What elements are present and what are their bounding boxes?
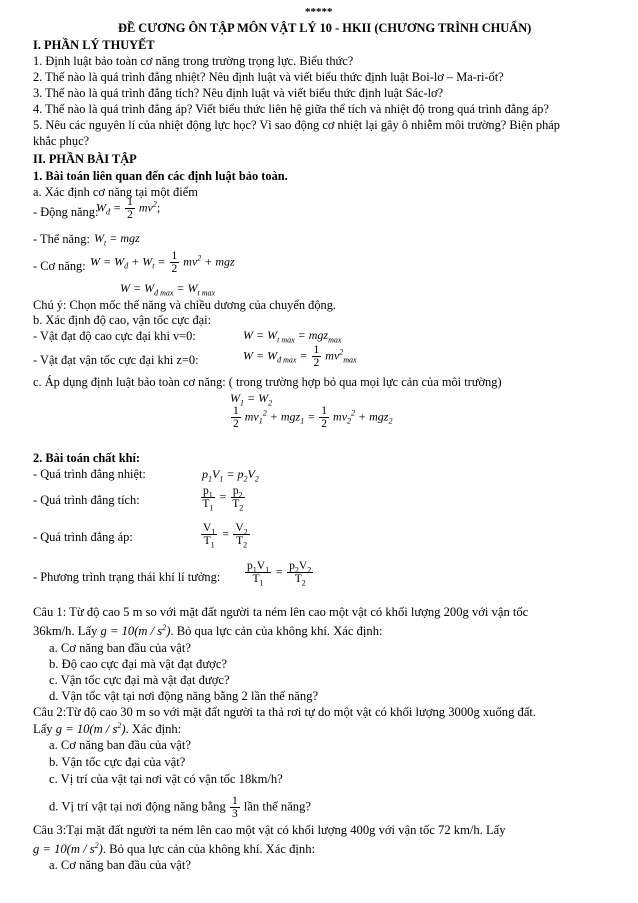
formula-isobaric: $\frac{V_1}{T_1}$ = $\frac{V_2}{T_2}$ — [203, 522, 248, 550]
label-max-velocity: - Vật đạt vận tốc cực đại khi z=0: — [33, 353, 199, 367]
label-mechanical: - Cơ năng: — [33, 259, 86, 273]
question-1-line-1: Câu 1: Từ độ cao 5 m so với mặt đất người ta ném lên cao một vật có khối lượng 200g với vận tốc — [33, 605, 529, 619]
question-3-line-1: Câu 3:Tại mặt đất người ta ném lên cao một vật có khối lượng 400g với vận tốc 72 km/h. Lấy — [33, 823, 506, 837]
subtopic-a: a. Xác định cơ năng tại một điểm — [33, 185, 198, 199]
formula-max-height: $W = W_{t max} = mgz_{max}$ — [243, 328, 342, 345]
label-ideal-gas: - Phương trình trạng thái khí lí tưởng: — [33, 570, 221, 584]
theory-question-2: 2. Thế nào là quá trình đẳng nhiệt? Nêu định luật và viết biểu thức định luật Boi-lơ – Ma-ri-ốt? — [33, 70, 504, 84]
label-isochoric: - Quá trình đẳng tích: — [33, 493, 140, 507]
formula-isothermal: $p_1V_1 = p_2V_2$ — [202, 467, 259, 484]
label-kinetic: - Động năng: — [33, 205, 99, 219]
question-2-option-d: d. Vị trí vật tại nơi động năng bằng $\frac{1}{3}$ lần thế năng? — [49, 795, 311, 820]
question-1-option-c: c. Vận tốc cực đại mà vật đạt được? — [49, 673, 230, 687]
question-3-line-2: $g = 10(m / s^2)$. Bỏ qua lực cản của không khí. Xác định: — [33, 840, 315, 856]
theory-question-4: 4. Thế nào là quá trình đẳng áp? Viết biểu thức liên hệ giữa thể tích và nhiệt độ trong quá trình đẳng áp? — [33, 102, 549, 116]
question-2-option-a: a. Cơ năng ban đầu của vật? — [49, 738, 191, 752]
question-2-option-c: c. Vị trí của vật tại nơi vật có vận tốc 18km/h? — [49, 772, 283, 786]
label-isothermal: - Quá trình đẳng nhiệt: — [33, 467, 146, 481]
question-3-option-a: a. Cơ năng ban đầu của vật? — [49, 858, 191, 872]
subtopic-b: b. Xác định độ cao, vận tốc cực đại: — [33, 313, 212, 327]
question-2-line-1: Câu 2:Từ độ cao 30 m so với mặt đất người ta thả rơi tự do một vật có khối lượng 3000g xuống đất. — [33, 705, 537, 719]
question-1-option-d: d. Vận tốc vật tại nơi động năng bằng 2 lần thế năng? — [49, 689, 319, 703]
formula-potential-energy: $W_t$ = mgz — [94, 231, 140, 248]
exercise-topic-2: 2. Bài toán chất khí: — [33, 451, 141, 465]
formula-ideal-gas: $\frac{p_1V_1}{T_1}$ = $\frac{p_2V_2}{T_2}$ — [247, 560, 312, 588]
formula-conservation-2: $\frac{1}{2}$ $mv_1^2 + mgz_1$ = $\frac{1}{2}$ $mv_2^2 + mgz_2$ — [233, 405, 393, 430]
formula-kinetic-energy: $W_đ$ = $\frac{1}{2}$ $mv^2$; — [96, 196, 161, 221]
note-reference: Chú ý: Chọn mốc thế năng và chiều dương của chuyển động. — [33, 298, 337, 312]
question-1-option-b: b. Độ cao cực đại mà vật đạt được? — [49, 657, 228, 671]
exercise-topic-1: 1. Bài toán liên quan đến các định luật bảo toàn. — [33, 169, 288, 183]
formula-conservation-1: $W_1 = W_2$ — [230, 391, 273, 408]
theory-question-1: 1. Định luật bảo toàn cơ năng trong trường trọng lực. Biểu thức? — [33, 54, 354, 68]
formula-isochoric: $\frac{p_1}{T_1}$ = $\frac{p_2}{T_2}$ — [202, 485, 244, 513]
formula-max-velocity: $W = W_{đ max}$ = $\frac{1}{2}$ $mv^2_{max}$ — [243, 344, 357, 369]
formula-gravity-3: $g = 10(m / s^2)$ — [33, 840, 103, 856]
document-title: ĐỀ CƯƠNG ÔN TẬP MÔN VẬT LÝ 10 - HKII (CHƯƠNG TRÌNH CHUẨN) — [118, 21, 532, 35]
question-2-option-b: b. Vận tốc cực đại của vật? — [49, 755, 186, 769]
formula-energy-max: $W = W_{đ max} = W_{t max}$ — [120, 281, 216, 298]
theory-question-5-cont: khắc phục? — [33, 134, 90, 148]
subtopic-c: c. Áp dụng định luật bảo toàn cơ năng: ( trong trường hợp bỏ qua mọi lực cản của môi trường) — [33, 375, 502, 389]
formula-gravity-2: $g = 10(m / s^2)$ — [55, 720, 126, 736]
formula-gravity-1: $g = 10(m / s^2)$ — [100, 622, 171, 638]
theory-question-5: 5. Nêu các nguyên lí của nhiệt động lực học? Vì sao động cơ nhiệt lại gây ô nhiễm môi trường? Biện pháp — [33, 118, 560, 132]
question-1-line-2: 36km/h. Lấy $g = 10(m / s^2)$. Bỏ qua lực cản của không khí. Xác định: — [33, 622, 383, 638]
question-2-line-2: Lấy $g = 10(m / s^2)$. Xác định: — [33, 720, 182, 736]
formula-mechanical-energy: $W = W_đ + W_t$ = $\frac{1}{2}$ $mv^2$ + mgz — [90, 250, 235, 275]
section-heading-theory: I. PHẦN LÝ THUYẾT — [33, 38, 155, 52]
question-1-option-a: a. Cơ năng ban đầu của vật? — [49, 641, 191, 655]
decor-stars: ***** — [305, 6, 333, 18]
label-max-height: - Vật đạt độ cao cực đại khi v=0: — [33, 329, 196, 343]
theory-question-3: 3. Thế nào là quá trình đẳng tích? Nêu định luật và viết biểu thức định luật Sác-lơ? — [33, 86, 444, 100]
label-potential: - Thế năng: — [33, 232, 90, 246]
label-isobaric: - Quá trình đẳng áp: — [33, 530, 133, 544]
section-heading-exercises: II. PHẦN BÀI TẬP — [33, 152, 137, 166]
